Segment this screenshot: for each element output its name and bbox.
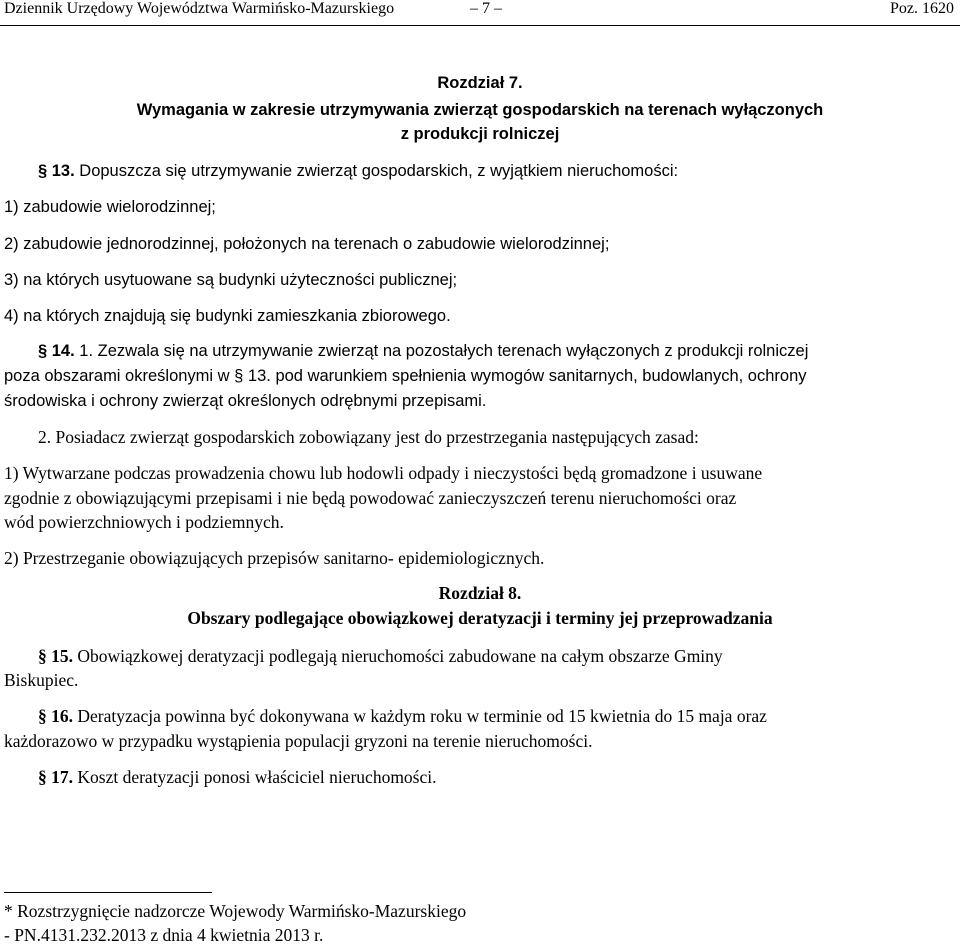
header-position: Poz. 1620 [890, 0, 954, 17]
paragraph-text: Obowiązkowej deratyzacji podlegają nieruchomości zabudowane na całym obszarze Gminy [73, 646, 723, 666]
chapter-7-subtitle-line2: z produkcji rolniczej [400, 125, 560, 143]
chapter-8-title: Rozdział 8. [438, 583, 522, 603]
list-item: 3) na których usytuowane są budynki użyteczności publicznej; [4, 271, 458, 289]
list-item: 4) na których znajdują się budynki zamieszkania zbiorowego. [4, 307, 451, 325]
section-number: § 16. [38, 706, 73, 726]
paragraph-13 [38, 162, 678, 181]
paragraph-14-item1-line2: zgodnie z obowiązującymi przepisami i nie będą powodować zanieczyszczeń terenu nieruchomości oraz [4, 488, 737, 508]
paragraph-14-item2: 2) Przestrzeganie obowiązujących przepisów sanitarno- epidemiologicznych. [4, 548, 545, 568]
list-item: 1) zabudowie wielorodzinnej; [4, 198, 216, 216]
paragraph-14-item1-line1: 1) Wytwarzane podczas prowadzenia chowu lub hodowli odpady i nieczystości będą gromadzone i usuwane [4, 463, 763, 483]
chapter-7-title: Rozdział 7. [437, 74, 523, 92]
section-number: § 17. [38, 767, 73, 787]
paragraph-15-line1 [38, 646, 723, 667]
paragraph-text: Koszt deratyzacji ponosi właściciel nieruchomości. [73, 767, 437, 787]
header-rule [0, 25, 960, 26]
header-journal-title: Dziennik Urzędowy Województwa Warmińsko-Mazurskiego [4, 0, 395, 17]
paragraph-14-line3: środowiska i ochrony zwierząt określonych odrębnymi przepisami. [4, 392, 487, 410]
footnote-line2: - PN.4131.232.2013 z dnia 4 kwietnia 2013 r. [4, 925, 324, 945]
header-page-number: – 7 – [470, 0, 502, 17]
paragraph-16-line2: każdorazowo w przypadku wystąpienia populacji gryzoni na terenie nieruchomości. [4, 731, 593, 751]
paragraph-14-line1 [38, 342, 808, 361]
paragraph-15-line2: Biskupiec. [4, 670, 79, 690]
footnote-rule [4, 892, 212, 893]
chapter-7-subtitle-line1: Wymagania w zakresie utrzymywania zwierząt gospodarskich na terenach wyłączonych [136, 101, 824, 119]
chapter-8-subtitle: Obszary podlegające obowiązkowej deratyzacji i terminy jej przeprowadzania [187, 608, 773, 628]
paragraph-14-point2: 2. Posiadacz zwierząt gospodarskich zobowiązany jest do przestrzegania następujących zasad: [38, 427, 699, 447]
section-number: § 13. [38, 162, 75, 180]
list-item: 2) zabudowie jednorodzinnej, położonych na terenach o zabudowie wielorodzinnej; [4, 235, 610, 253]
paragraph-16-line1 [38, 706, 767, 727]
paragraph-14-line2: poza obszarami określonymi w § 13. pod warunkiem spełnienia wymogów sanitarnych, budowlanych, ochrony [4, 367, 807, 385]
paragraph-text: 1. Zezwala się na utrzymywanie zwierząt na pozostałych terenach wyłączonych z produkcji rolniczej [74, 342, 809, 360]
section-number: § 15. [38, 646, 73, 666]
section-number: § 14. [38, 342, 75, 360]
paragraph-text: Deratyzacja powinna być dokonywana w każdym roku w terminie od 15 kwietnia do 15 maja oraz [73, 706, 767, 726]
paragraph-text: Dopuszcza się utrzymywanie zwierząt gospodarskich, z wyjątkiem nieruchomości: [74, 162, 679, 180]
footnote-line1: * Rozstrzygnięcie nadzorcze Wojewody Warmińsko-Mazurskiego [4, 901, 467, 921]
paragraph-17 [38, 767, 437, 788]
paragraph-14-item1-line3: wód powierzchniowych i podziemnych. [4, 512, 284, 532]
